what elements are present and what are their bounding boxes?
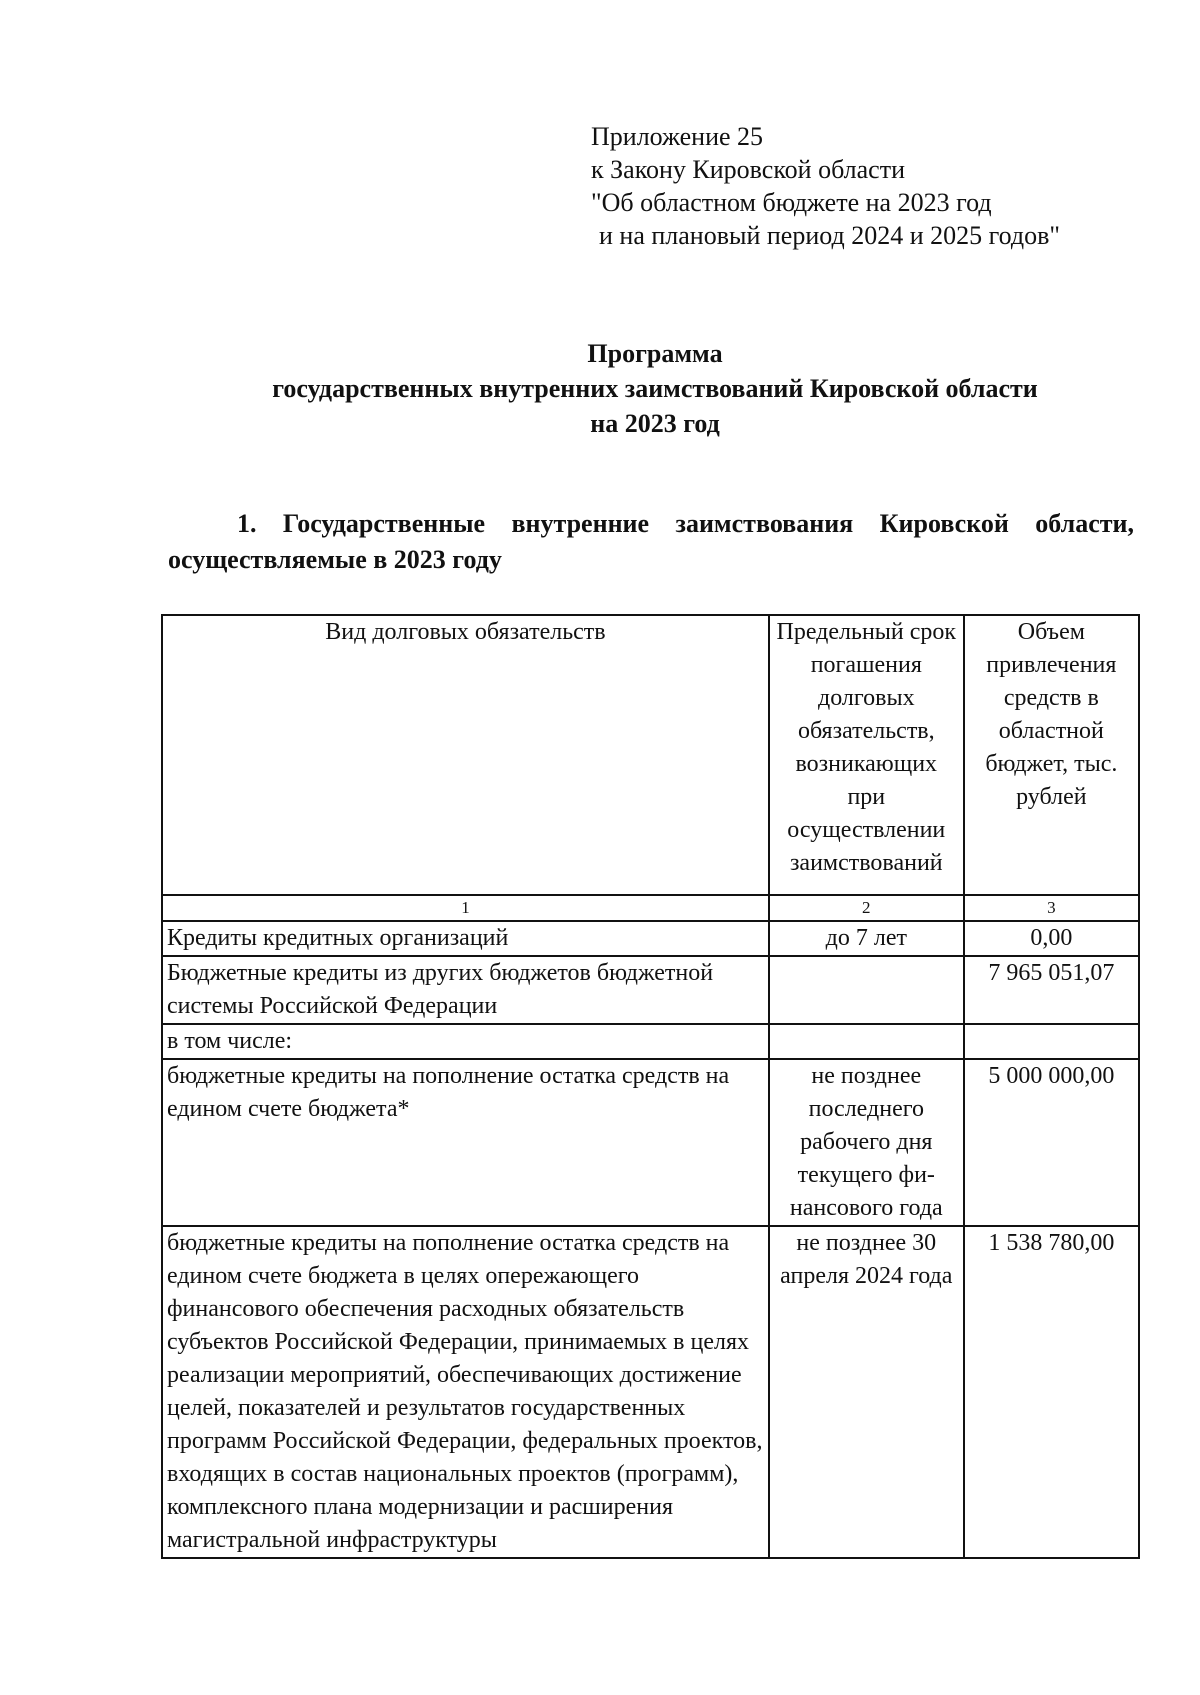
row-amount: 1 538 780,00	[964, 1226, 1139, 1558]
section-heading-line-2: осуществляемые в 2023 году	[168, 545, 502, 574]
appendix-line-1: Приложение 25	[591, 122, 764, 151]
row-debt-type: Кредиты кредитных организаций	[162, 921, 769, 956]
appendix-reference	[591, 120, 1060, 252]
row-repayment-term: до 7 лет	[769, 921, 964, 956]
table-row	[162, 1059, 1139, 1226]
section-heading-line-1: 1. Государственные внутренние заимствования Кировской области,	[237, 509, 1134, 538]
section-heading	[168, 506, 1134, 578]
appendix-line-3: "Об областном бюджете на 2023 год	[591, 188, 992, 217]
column-number-1: 1	[162, 895, 769, 921]
table-row	[162, 1024, 1139, 1059]
header-debt-type: Вид долговых обязательств	[162, 615, 769, 895]
row-amount	[964, 1024, 1139, 1059]
row-amount: 5 000 000,00	[964, 1059, 1139, 1226]
table-row	[162, 956, 1139, 1024]
row-debt-type: в том числе:	[162, 1024, 769, 1059]
column-number-3: 3	[964, 895, 1139, 921]
title-line-2: государственных внутренних заимствований Кировской области	[272, 374, 1038, 403]
row-amount: 7 965 051,07	[964, 956, 1139, 1024]
title-line-3: на 2023 год	[590, 409, 720, 438]
borrowings-table	[161, 614, 1140, 1559]
header-amount: Объем привлечения средств в областной бюджет, тыс. рублей	[964, 615, 1139, 895]
header-repayment-term: Предельный срок погашения долговых обязательств, возникающих при осуществлении заимствований	[769, 615, 964, 895]
column-number-2: 2	[769, 895, 964, 921]
row-repayment-term: не позднее последнего рабочего дня текущего фи- нансового года	[769, 1059, 964, 1226]
appendix-line-4: и на плановый период 2024 и 2025 годов"	[599, 221, 1061, 250]
table-header-row	[162, 615, 1139, 895]
appendix-line-2: к Закону Кировской области	[591, 155, 905, 184]
row-repayment-term	[769, 1024, 964, 1059]
row-debt-type: Бюджетные кредиты из других бюджетов бюджетной системы Российской Федерации	[162, 956, 769, 1024]
title-line-1: Программа	[587, 339, 723, 368]
row-amount: 0,00	[964, 921, 1139, 956]
document-title	[0, 336, 1200, 441]
row-debt-type: бюджетные кредиты на пополнение остатка средств на едином счете бюджета*	[162, 1059, 769, 1226]
row-repayment-term	[769, 956, 964, 1024]
table-row	[162, 921, 1139, 956]
table-row	[162, 1226, 1139, 1558]
row-debt-type: бюджетные кредиты на пополнение остатка средств на едином счете бюджета в целях опережающего финансового обеспечения расходных обязательств субъектов Российской Федерации, принимаемых в целях реализации мероприятий, обеспечивающих достижение целей, показателей и результатов государственных программ Российской Федерации, федеральных проектов, входящих в состав национальных проектов (программ), комплексного плана модернизации и расширения магистральной инфраструктуры	[162, 1226, 769, 1558]
row-repayment-term: не позднее 30 апреля 2024 года	[769, 1226, 964, 1558]
table-column-numbers-row	[162, 895, 1139, 921]
